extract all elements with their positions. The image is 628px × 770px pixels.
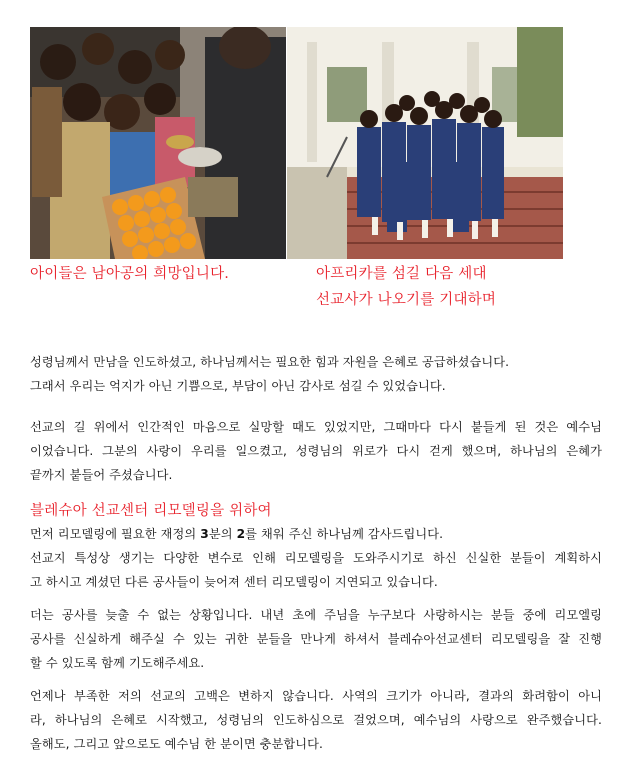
- photo-caption-left: 아이들은 남아공의 희망입니다.: [30, 266, 230, 282]
- paragraph-remodeling: 먼저 리모델링에 필요한 재정의 3분의 2를 채워 주신 하나님께 감사드립니다. 선교지 특성상 생기는 다양한 변수로 인해 리모델링을 도와주시기로 하신 신실한 분들이 계획하시 고 하시고 계셨던 다른 공사들이 늦어져 센터 리모델링이 지연되고 있습니다.: [30, 527, 602, 589]
- children-photo: [30, 27, 286, 259]
- students-photo: [287, 27, 563, 259]
- photo-caption-right-line1: 아프리카를 섬길 다음 세대: [316, 266, 487, 282]
- paragraph-jesus: 선교의 길 위에서 인간적인 마음으로 실망할 때도 있었지만, 그때마다 다시 붙들게 된 것은 예수님 이었습니다. 그분의 사랑이 우리를 일으켰고, 성령님의 위로가 다시 걷게 했으며, 하나님의 은혜가 끝까지 붙들어 주셨습니다.: [30, 420, 602, 482]
- paragraph-grace: 성령님께서 만남을 인도하셨고, 하나님께서는 필요한 힘과 자원을 은혜로 공급하셨습니다. 그래서 우리는 억지가 아닌 기쁨으로, 부담이 아닌 감사로 섬길 수 있었습니다.: [30, 355, 510, 393]
- section-title: 블레슈아 선교센터 리모델링을 위하여: [30, 503, 272, 519]
- paragraph-confession: 언제나 부족한 저의 선교의 고백은 변하지 않습니다. 사역의 크기가 아니라, 결과의 화려함이 아니 라, 하나님의 은혜로 시작했고, 성령님의 인도하심으로 걸었으며, 예수님의 사랑으로 완주했습니다. 올해도, 그리고 앞으로도 예수님 한 분이면 충분합니다.: [30, 689, 602, 751]
- photo-caption-right-line2: 선교사가 나오기를 기대하며: [316, 292, 497, 308]
- paragraph-prayer-request: 더는 공사를 늦출 수 없는 상황입니다. 내년 초에 주님을 누구보다 사랑하시는 분들 중에 리모엘링 공사를 신실하게 해주실 수 있는 귀한 분들을 만나게 하셔서 블레슈아선교센터 리모델링을 잘 진행 할 수 있도록 함께 기도해주세요.: [30, 608, 602, 670]
